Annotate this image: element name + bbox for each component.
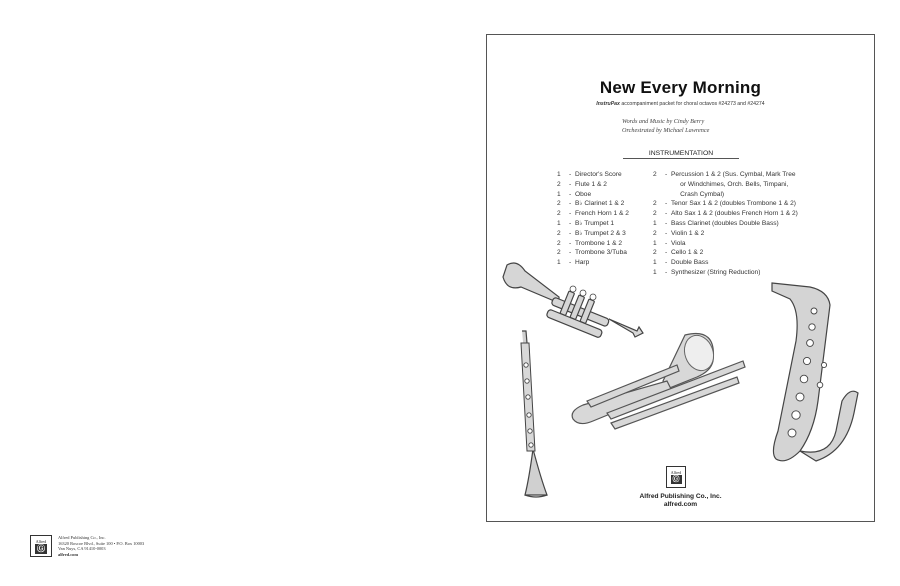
alfred-logo-cover <box>666 466 686 488</box>
instrument-list-right <box>653 170 798 278</box>
instrument-item <box>653 180 798 190</box>
instrument-name: Double Bass <box>671 259 709 267</box>
instrument-qty: 2 <box>557 210 561 218</box>
clarinet-icon <box>511 329 555 499</box>
instrument-qty: 2 <box>653 249 657 257</box>
instrument-qty: 1 <box>557 171 561 178</box>
instrument-name: Bass Clarinet (doubles Double Bass) <box>671 219 779 227</box>
instrument-name: Crash Cymbal) <box>671 190 725 198</box>
instrument-item <box>653 248 798 258</box>
back-cover-imprint <box>30 535 144 557</box>
instrument-dash: - <box>569 210 572 218</box>
instrument-name: Percussion 1 & 2 (Sus. Cymbal, Mark Tree <box>671 171 796 178</box>
instrument-name: Flute 1 & 2 <box>575 180 607 188</box>
cover-logo-word: Alfred <box>670 470 682 475</box>
imprint-line1: Alfred Publishing Co., Inc. <box>58 535 106 540</box>
subtitle <box>487 101 874 107</box>
instrument-item <box>653 229 798 239</box>
instrument-qty: 2 <box>653 210 657 218</box>
instrument-name: Synthesizer (String Reduction) <box>671 268 761 276</box>
instrument-dash: - <box>569 200 572 208</box>
instrument-qty: 1 <box>653 268 657 276</box>
alfred-logo <box>30 535 52 557</box>
instrument-dash: - <box>665 171 668 178</box>
instrument-dash: - <box>665 259 668 267</box>
instrument-dash: - <box>569 190 572 198</box>
instrument-qty: 2 <box>557 249 561 257</box>
instrument-dash: - <box>569 249 572 257</box>
instrument-name: French Horn 1 & 2 <box>575 210 629 218</box>
instrument-item <box>557 209 629 219</box>
instrument-list-left <box>557 170 629 268</box>
instrument-qty: 2 <box>653 200 657 208</box>
instrument-item <box>653 170 798 180</box>
instrument-dash: - <box>569 229 572 237</box>
instrument-dash: - <box>569 180 572 188</box>
instrument-name: B♭ Clarinet 1 & 2 <box>575 200 625 208</box>
instrument-dash: - <box>569 239 572 247</box>
instrument-item <box>557 170 629 180</box>
instrument-dash: - <box>665 268 668 276</box>
instrument-qty <box>653 190 665 200</box>
instrument-item <box>557 239 629 249</box>
instrument-dash: - <box>665 200 668 208</box>
instrument-qty: 1 <box>557 219 561 227</box>
credit-words-music: Words and Music by Cindy Berry <box>622 118 705 125</box>
credits <box>622 117 709 135</box>
saxophone-icon <box>770 281 860 471</box>
logo-letters: Ⓖ <box>37 543 45 553</box>
subtitle-text: accompaniment packet for choral octavos #24273 and #24274 <box>619 101 765 107</box>
front-cover <box>486 34 875 522</box>
publisher-name: Alfred Publishing Co., Inc. <box>639 493 722 500</box>
instrument-name: Trombone 1 & 2 <box>575 239 623 247</box>
instrument-dash: - <box>665 249 668 257</box>
instrument-item <box>653 190 798 200</box>
instrument-qty: 2 <box>557 239 561 247</box>
instrument-item <box>557 199 629 209</box>
imprint-line2: 16320 Roscoe Blvd., Suite 100 • P.O. Box 10003 <box>58 540 145 546</box>
page-title: New Every Morning <box>599 78 762 97</box>
instrument-qty: 1 <box>557 259 561 267</box>
instrument-item <box>557 229 629 239</box>
instrument-dash: - <box>665 239 668 247</box>
instrument-item <box>653 219 798 229</box>
instrument-name: Harp <box>575 259 590 267</box>
instrument-name: Tenor Sax 1 & 2 (doubles Trombone 1 & 2) <box>671 200 796 208</box>
instrument-item <box>653 268 798 278</box>
credit-orchestrated: Orchestrated by Michael Lawrence <box>622 127 710 134</box>
instrument-dash: - <box>569 171 572 178</box>
instrument-dash: - <box>569 219 572 227</box>
instrument-name: Director's Score <box>575 171 622 178</box>
publisher <box>487 493 874 509</box>
trombone-icon <box>567 331 767 431</box>
instrument-dash: - <box>665 219 668 227</box>
instrument-qty: 2 <box>557 180 561 188</box>
instrument-name: Cello 1 & 2 <box>671 249 704 257</box>
instrument-qty: 2 <box>557 229 561 237</box>
instrument-qty: 1 <box>653 219 657 227</box>
instrument-name: or Windchimes, Orch. Bells, Timpani, <box>671 180 789 188</box>
instrument-item <box>653 239 798 249</box>
instrument-qty: 1 <box>653 259 657 267</box>
instrument-name: B♭ Trumpet 1 <box>575 219 615 227</box>
imprint-url: alfred.com <box>58 551 79 557</box>
instrument-qty: 1 <box>557 190 561 198</box>
instrument-dash: - <box>665 210 668 218</box>
subtitle-brand: InstruPax <box>596 101 620 107</box>
instrument-item <box>557 219 629 229</box>
instrument-item <box>653 209 798 219</box>
instrument-qty <box>653 180 665 190</box>
instrument-name: Violin 1 & 2 <box>671 229 705 237</box>
instrument-item <box>557 190 629 200</box>
cover-logo-letters: Ⓖ <box>672 475 680 483</box>
instrument-dash: - <box>569 259 572 267</box>
imprint-line3: Van Nuys, CA 91410-0003 <box>58 546 106 552</box>
imprint-address <box>58 535 144 557</box>
instrument-item <box>557 180 629 190</box>
instrument-item <box>653 199 798 209</box>
instrumentation-heading: INSTRUMENTATION <box>623 150 739 159</box>
instrument-item <box>653 258 798 268</box>
logo-word: Alfred <box>35 538 47 544</box>
instrument-qty: 2 <box>557 200 561 208</box>
instrument-qty: 2 <box>653 229 657 237</box>
instrument-name: Viola <box>671 239 686 247</box>
instrument-name: Trombone 3/Tuba <box>575 249 627 257</box>
instrument-dash: - <box>665 229 668 237</box>
instrument-qty: 2 <box>653 171 657 178</box>
instrument-name: Alto Sax 1 & 2 (doubles French Horn 1 & 2) <box>671 210 798 218</box>
instrument-qty: 1 <box>653 239 657 247</box>
publisher-url: alfred.com <box>663 501 698 508</box>
instrument-name: B♭ Trumpet 2 & 3 <box>575 229 626 237</box>
instrument-name: Oboe <box>575 190 592 198</box>
